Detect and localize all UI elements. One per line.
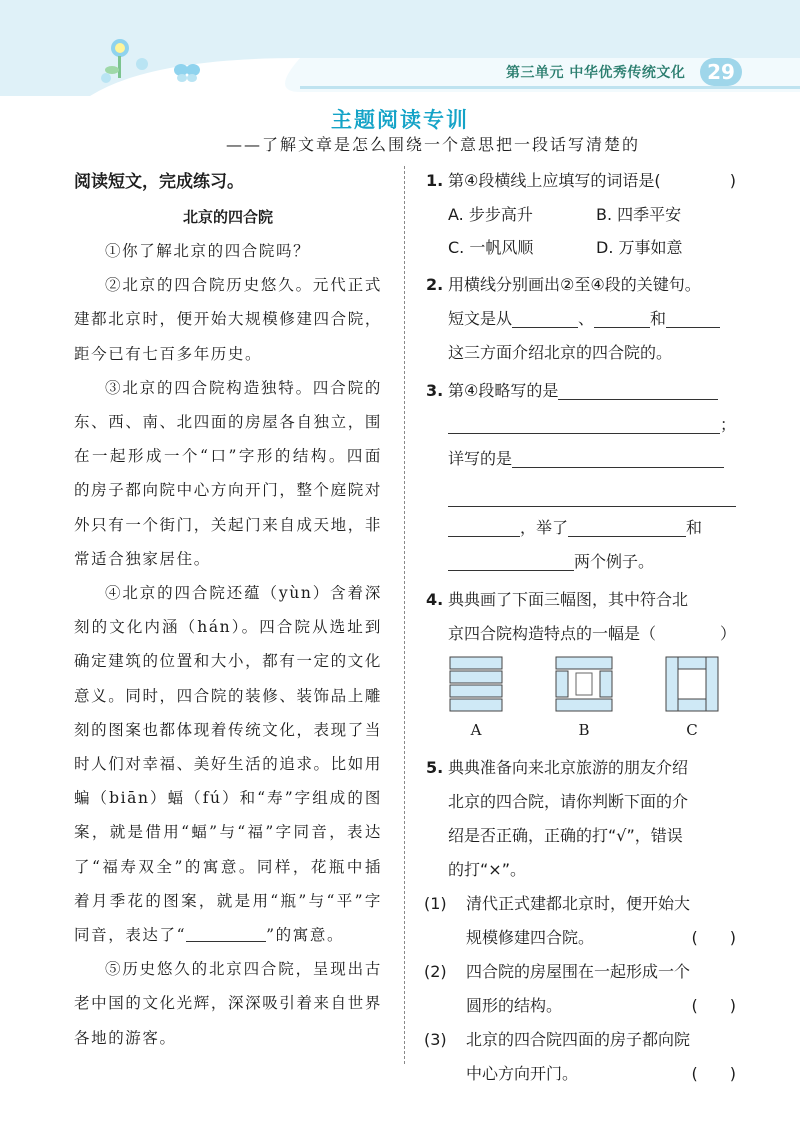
answer-blank[interactable] — [448, 415, 720, 434]
option-b[interactable]: B. 四季平安 — [596, 205, 682, 224]
option-c[interactable]: C. 一帆风顺 — [448, 238, 534, 257]
answer-blank[interactable] — [448, 552, 574, 571]
diagram-b[interactable] — [554, 655, 614, 713]
column-divider — [404, 166, 405, 1064]
answer-blank[interactable] — [448, 518, 520, 537]
diagram-label-a: A — [470, 721, 482, 739]
paragraph-2: ②北京的四合院历史悠久。元代正式建都北京时，便开始大规模修建四合院，距今已有七百多年历史。 — [74, 276, 382, 363]
diagram-label-b: B — [578, 721, 590, 739]
page-header — [0, 0, 800, 96]
answer-paren[interactable]: ( ) — [691, 996, 736, 1015]
paragraph-4-end: 表达了“ — [125, 926, 187, 945]
question-section — [424, 164, 736, 1091]
unit-title: 第三单元 中华优秀传统文化 — [506, 65, 686, 81]
question-2-line-2: 短文是从 、 和 — [424, 302, 736, 336]
question-4: 4. 典典画了下面三幅图，其中符合北 — [426, 590, 689, 609]
judge-item-3: (3) 北京的四合院四面的房子都向院 — [424, 1030, 691, 1049]
answer-paren[interactable]: ） — [719, 624, 736, 643]
passage-title: 北京的四合院 — [182, 208, 273, 226]
question-3-line-3: 详写的是 — [424, 442, 736, 476]
question-5-line-3: 绍是否正确，正确的打“√”，错误 — [448, 826, 683, 845]
answer-blank[interactable] — [558, 381, 718, 400]
question-3: 3. 第④段略写的是 — [424, 374, 736, 408]
judge-item-1: (1) 清代正式建都北京时，便开始大 — [424, 894, 691, 913]
question-4-line-2: 京四合院构造特点的一幅是（ ） — [424, 617, 736, 651]
flower-icon — [96, 34, 168, 88]
question-1-options — [424, 198, 736, 264]
question-1: 1. 第④段横线上应填写的词语是( ) — [424, 164, 736, 198]
paragraph-4: ④北京的四合院还蕴（yùn）含着深刻的文化内涵（hán）。四合院从选址到确定建筑的位置和大小，都有一定的文化意义。同时，四合院的装修、装饰品上雕刻的图案也都体现着传统文化，表现了当时人们对幸福、美好生活的追求。比如用蝙（biān）蝠（fú）和“寿”字组成的图案，就是借用“蝠”与“福”字同音，表达了“福寿双全”的寓意。同样，花瓶中插着月季花的图案，就是用“瓶”与“平”字同音，表达了“ ”的寓意。 — [74, 584, 382, 945]
option-d[interactable]: D. 万事如意 — [596, 238, 683, 257]
question-5-line-2: 北京的四合院，请你判断下面的介 — [448, 792, 689, 811]
paragraph-3: ③北京的四合院构造独特。四合院的东、西、南、北四面的房屋各自独立，围在一起形成一个“口”字形的结构。四面的房子都向院中心方向开门，整个庭院对外只有一个街门，关起门来自成天地，非常适合独家居住。 — [74, 378, 382, 568]
answer-paren[interactable]: ( ) — [691, 1064, 736, 1083]
answer-paren[interactable]: ( ) — [691, 928, 736, 947]
judge-item-2: (2) 四合院的房屋围在一起形成一个 — [424, 962, 691, 981]
answer-line[interactable] — [448, 476, 736, 507]
fill-blank[interactable] — [186, 925, 266, 942]
paragraph-1: ①你了解北京的四合院吗？ — [105, 242, 311, 260]
question-2: 2. 用横线分别画出②至④段的关键句。 — [426, 275, 701, 294]
answer-blank[interactable] — [594, 309, 650, 328]
question-3-line-5: ，举了 和 — [424, 511, 736, 545]
question-1-text: 第④段横线上应填写的词语是( — [448, 171, 661, 190]
diagram-a[interactable] — [448, 655, 504, 713]
paragraph-5: ⑤历史悠久的北京四合院，呈现出古老中国的文化光辉，深深吸引着来自世界各地的游客。 — [74, 960, 382, 1047]
question-2-line-3: 这三方面介绍北京的四合院的。 — [448, 343, 673, 362]
reading-passage — [74, 164, 382, 1055]
judge-item-1-line-2: 规模修建四合院。 ( ) — [424, 921, 736, 955]
page-subtitle: ——了解文章是怎么围绕一个意思把一段话写清楚的 — [225, 135, 640, 154]
house-diagrams — [448, 651, 736, 751]
judge-item-3-line-2: 中心方向开门。 ( ) — [424, 1057, 736, 1091]
answer-blank[interactable] — [512, 449, 724, 468]
judge-item-2-line-2: 圆形的结构。 ( ) — [424, 989, 736, 1023]
question-3-line-2: ； — [424, 408, 736, 442]
page-title: 主题阅读专训 — [331, 108, 469, 132]
answer-paren[interactable]: ) — [729, 171, 736, 190]
question-5-line-4: 的打“×”。 — [448, 860, 526, 879]
instruction: 阅读短文，完成练习。 — [74, 172, 244, 192]
question-3-line-6: 两个例子。 — [424, 545, 736, 579]
option-a[interactable]: A. 步步高升 — [448, 205, 533, 224]
diagram-label-c: C — [686, 721, 698, 739]
page-number: 29 — [700, 58, 742, 86]
answer-blank[interactable] — [568, 518, 686, 537]
butterfly-icon — [172, 62, 202, 84]
answer-blank[interactable] — [512, 309, 578, 328]
answer-blank[interactable] — [666, 309, 720, 328]
diagram-c[interactable] — [664, 655, 720, 713]
question-5: 5. 典典准备向来北京旅游的朋友介绍 — [426, 758, 689, 777]
